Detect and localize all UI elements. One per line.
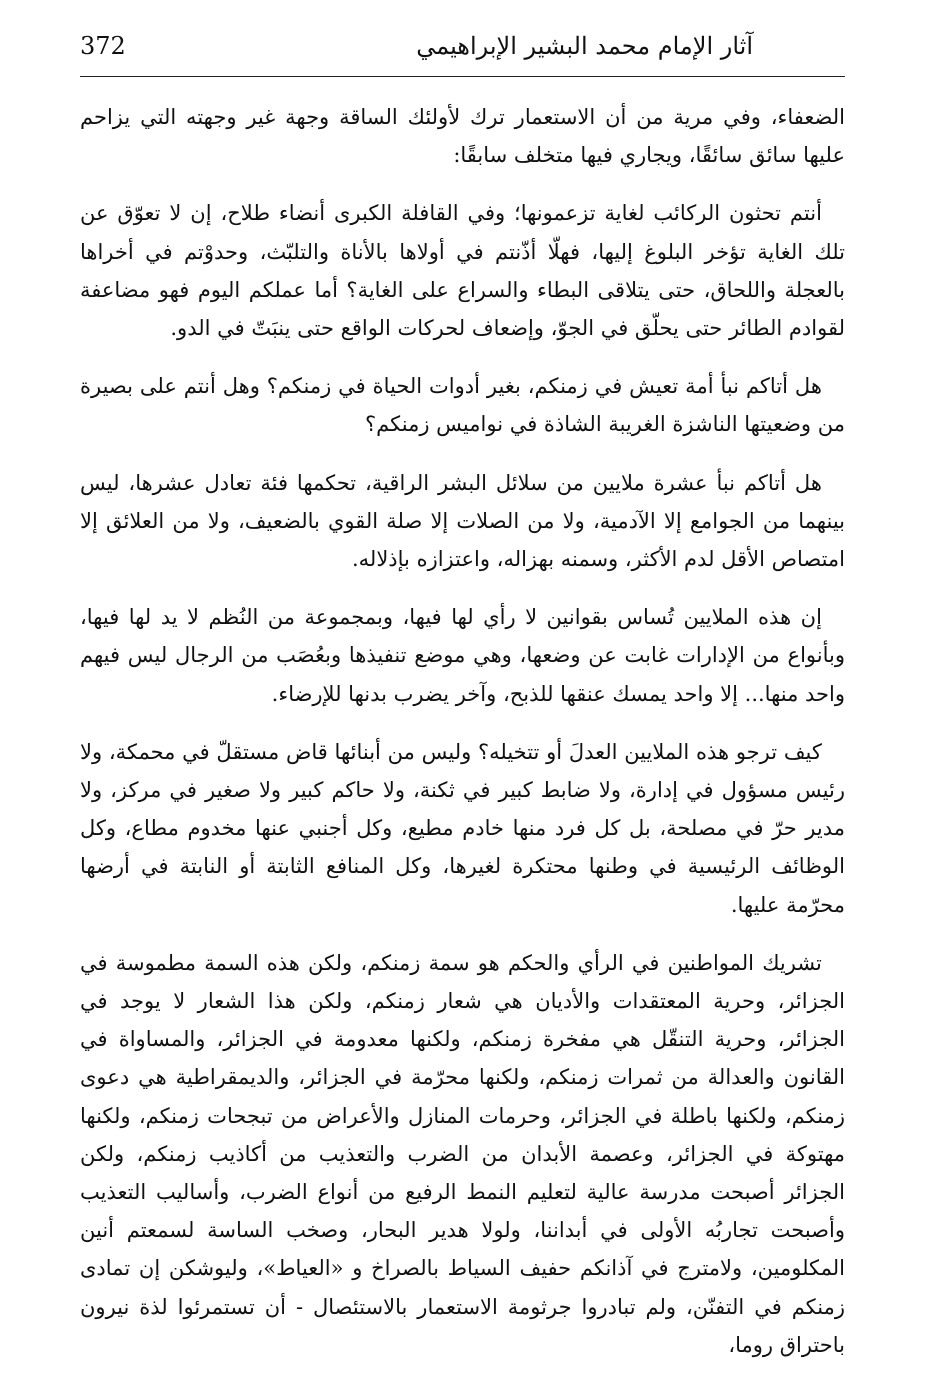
paragraph: هل أتاكم نبأ أمة تعيش في زمنكم، بغير أدوات الحياة في زمنكم؟ وهل أنتم على بصيرة من وضعيتها الناشزة الغريبة الشاذة في نواميس زمنكم؟ (80, 374, 845, 437)
paragraph: هل أتاكم نبأ عشرة ملايين من سلائل البشر الراقية، تحكمها فئة تعادل عشرها، ليس بينهما من الجوامع إلا الآدمية، ولا من الصلات إلا صلة القوي بالضعيف، ولا من العلائق إلا امتصاص الأقل لدم الأكثر، وسمنه بهزاله، واعتزازه بإذلاله. (80, 470, 845, 572)
body-text (80, 98, 845, 1384)
page-header (80, 28, 845, 77)
paragraph: كيف ترجو هذه الملايين العدلَ أو تتخيله؟ وليس من أبنائها قاض مستقلّ في محمكة، ولا رئيس مسؤول في إدارة، ولا ضابط كبير في ثكنة، ولا حاكم كبير ولا صغير في مركز، ولا مدير حرّ في مصلحة، بل كل فرد منها خادم مطيع، وكل أجنبي عنها مخدوم مطاع، وكل الوظائف الرئيسية في وطنها محتكرة لغيرها، وكل المنافع الثابتة أو النابتة في أرضها محرّمة عليها. (80, 739, 845, 917)
paragraph: تشريك المواطنين في الرأي والحكم هو سمة زمنكم، ولكن هذه السمة مطموسة في الجزائر، وحرية المعتقدات والأديان هي شعار زمنكم، ولكن هذا الشعار لا يوجد في الجزائر، وحرية التنقّل هي مفخرة زمنكم، ولكنها معدومة في الجزائر، والمساواة في القانون والعدالة من ثمرات زمنكم، ولكنها محرّمة في الجزائر، والديمقراطية هي دعوى زمنكم، ولكنها باطلة في الجزائر، وحرمات المنازل والأعراض من تبجحات زمنكم، ولكنها مهتوكة في الجزائر، وعصمة الأبدان من الضرب والتعذيب من أكاذيب زمنكم، ولكن الجزائر أصبحت مدرسة عالية لتعليم النمط الرفيع من أنواع الضرب، وأساليب التعذيب وأصبحت تجاربُه الأولى في أبداننا، ولولا هدير البحار، وصخب الساسة لسمعتم أنين المكلومين، ولامترج في آذانكم حفيف السياط بالصراخ و «العياط»، وليوشكن إن تمادى زمنكم في التفنّن، ولم تبادروا جرثومة الاستعمار بالاستئصال - أن تستمرئوا لذة نيرون باحتراق روما، (80, 950, 845, 1357)
page-number: 372 (80, 32, 126, 60)
running-title: آثار الإمام محمد البشير الإبراهيمي (416, 32, 753, 60)
paragraph: أنتم تحثون الركائب لغاية تزعمونها؛ وفي القافلة الكبرى أنضاء طلاح، إن لا تعوّق عن تلك الغاية تؤخر البلوغ إليها، فهلّا أذّنتم في أولاها بالأناة والتلبّث، وحدوْتم في أخراها بالعجلة واللحاق، حتى يتلاقى البطاء والسراع على الغاية؟ أما عملكم اليوم فهو مضاعفة لقوادم الطائر حتى يحلّق في الجوّ، وإضعاف لحركات الواقع حتى ينبَتّ في الدو. (80, 201, 845, 341)
paragraph: الضعفاء، وفي مرية من أن الاستعمار ترك لأولئك الساقة وجهة غير وجهته التي يزاحم عليها سائق سائقًا، ويجاري فيها متخلف سابقًا: (80, 105, 845, 168)
paragraph: إن هذه الملايين تُساس بقوانين لا رأي لها فيها، وبمجموعة من النُظم لا يد لها فيها، وبأنواع من الإدارات غابت عن وضعها، وهي موضع تنفيذها وبعُصَب من الرجال ليس فيهم واحد منها... إلا واحد يمسك عنقها للذبح، وآخر يضرب بدنها للإرضاء. (80, 605, 845, 706)
